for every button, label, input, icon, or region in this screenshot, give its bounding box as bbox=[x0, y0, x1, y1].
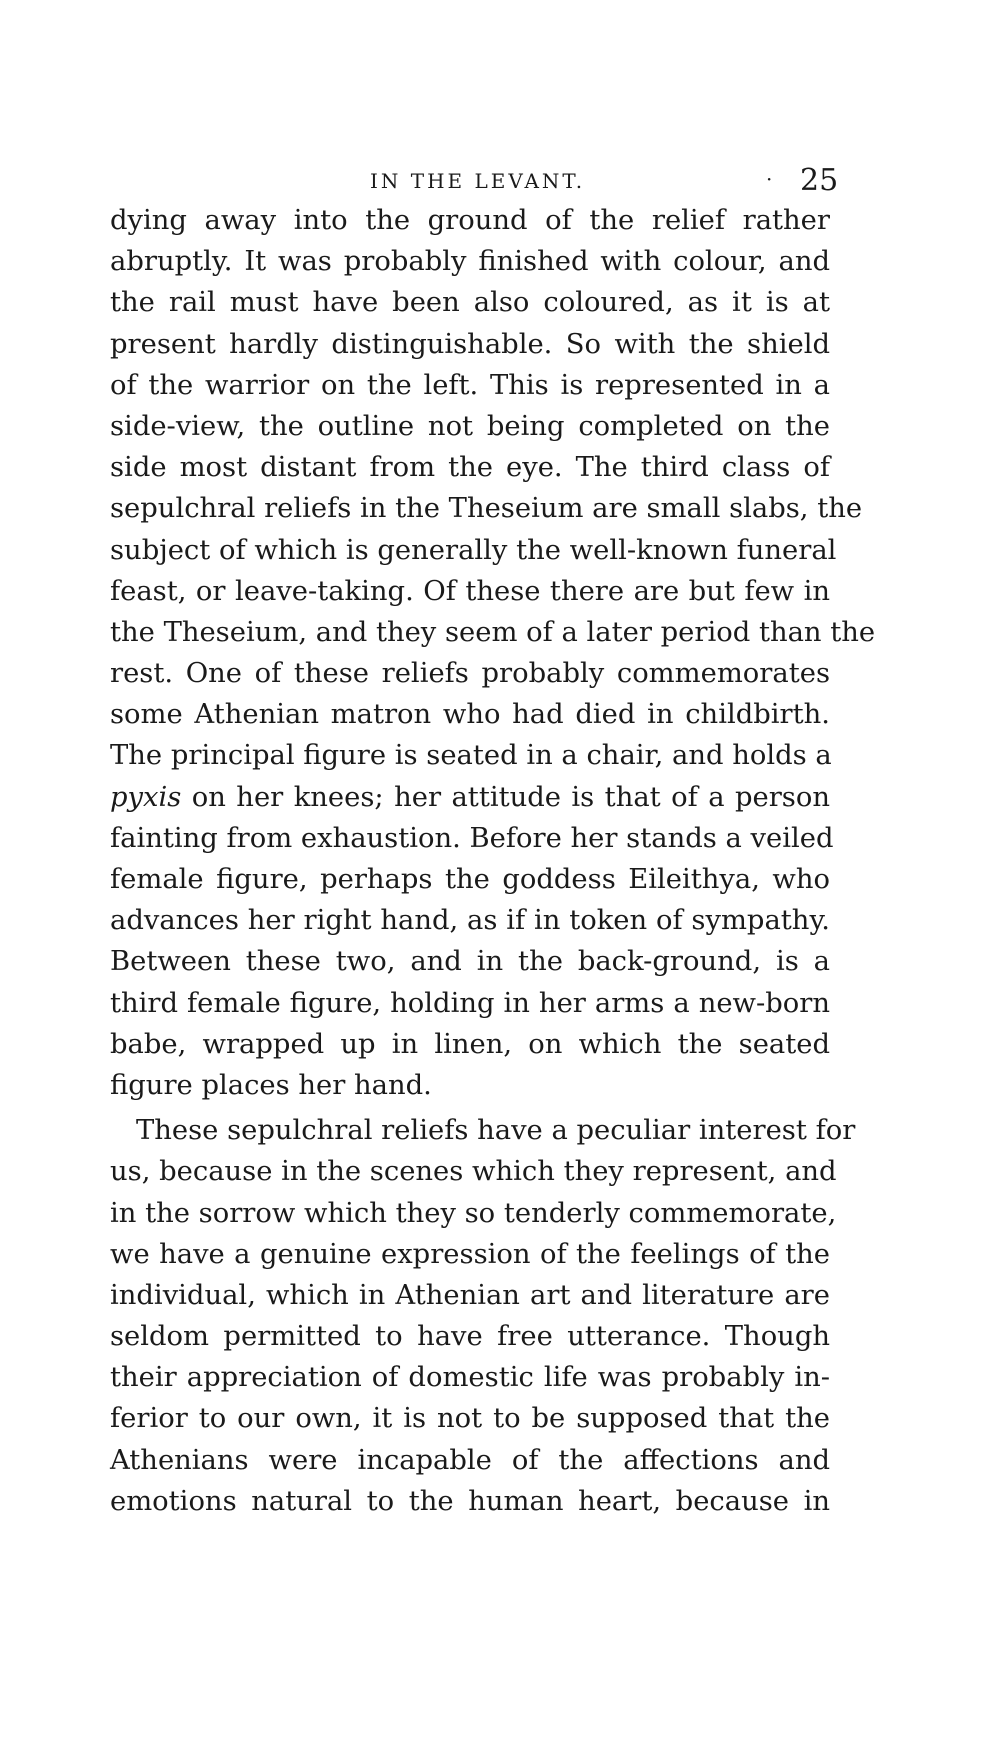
text-line: Between these two, and in the back-ground, is a bbox=[110, 946, 830, 978]
text-line: in the sorrow which they so tenderly commemorate, bbox=[110, 1197, 837, 1229]
text-line: rest. One of these reliefs probably commemorates bbox=[110, 658, 830, 690]
running-header bbox=[110, 163, 839, 201]
text-line: the rail must have been also coloured, as it is at bbox=[110, 287, 830, 319]
text-line: figure places her hand. bbox=[110, 1069, 432, 1101]
italic-term: pyxis bbox=[110, 781, 182, 813]
text-line: emotions natural to the human heart, because in bbox=[110, 1485, 830, 1517]
text-line: side-view, the outline not being completed on the bbox=[110, 410, 830, 442]
text-line: their appreciation of domestic life was probably in- bbox=[110, 1362, 830, 1394]
paragraph-2 bbox=[110, 1110, 856, 1522]
text-line: fainting from exhaustion. Before her stands a veiled bbox=[110, 822, 834, 854]
text-line: individual, which in Athenian art and literature are bbox=[110, 1279, 830, 1311]
page-number: 25 bbox=[800, 163, 839, 198]
text-line: seldom permitted to have free utterance. Though bbox=[110, 1321, 830, 1353]
text-line: dying away into the ground of the relief rather bbox=[110, 205, 830, 236]
text-line: pyxis on her knees; her attitude is that of a person bbox=[110, 781, 830, 813]
text-line: the Theseium, and they seem of a later period than the bbox=[110, 616, 876, 648]
text-line: ferior to our own, it is not to be supposed that the bbox=[110, 1403, 830, 1435]
text-line: of the warrior on the left. This is represented in a bbox=[110, 369, 830, 401]
text-line: subject of which is generally the well-known funeral bbox=[110, 534, 837, 566]
text-line: us, because in the scenes which they represent, and bbox=[110, 1156, 837, 1188]
body-text bbox=[110, 200, 876, 1522]
text-line: present hardly distinguishable. So with the shield bbox=[110, 328, 830, 360]
text-line: third female figure, holding in her arms a new-born bbox=[110, 987, 830, 1019]
text-line: advances her right hand, as if in token of sympathy. bbox=[110, 905, 830, 937]
text-line: Athenians were incapable of the affections and bbox=[110, 1444, 830, 1476]
text-line: babe, wrapped up in linen, on which the seated bbox=[110, 1028, 830, 1060]
text-line: abruptly. It was probably finished with colour, and bbox=[110, 246, 830, 278]
header-dot: · bbox=[766, 167, 773, 191]
text-line: The principal figure is seated in a chair, and holds a bbox=[110, 740, 832, 772]
text-line: These sepulchral reliefs have a peculiar interest for bbox=[136, 1115, 856, 1147]
text-line: we have a genuine expression of the feelings of the bbox=[110, 1238, 830, 1270]
running-title: IN THE LEVANT. bbox=[370, 169, 586, 193]
text-line: feast, or leave-taking. Of these there are but few in bbox=[110, 575, 830, 607]
text-line: side most distant from the eye. The third class of bbox=[110, 452, 830, 484]
text-line: female figure, perhaps the goddess Eileithya, who bbox=[110, 864, 830, 895]
paragraph-1 bbox=[110, 200, 876, 1106]
text-line: some Athenian matron who had died in childbirth. bbox=[110, 699, 830, 731]
text-line: sepulchral reliefs in the Theseium are small slabs, the bbox=[110, 493, 863, 525]
